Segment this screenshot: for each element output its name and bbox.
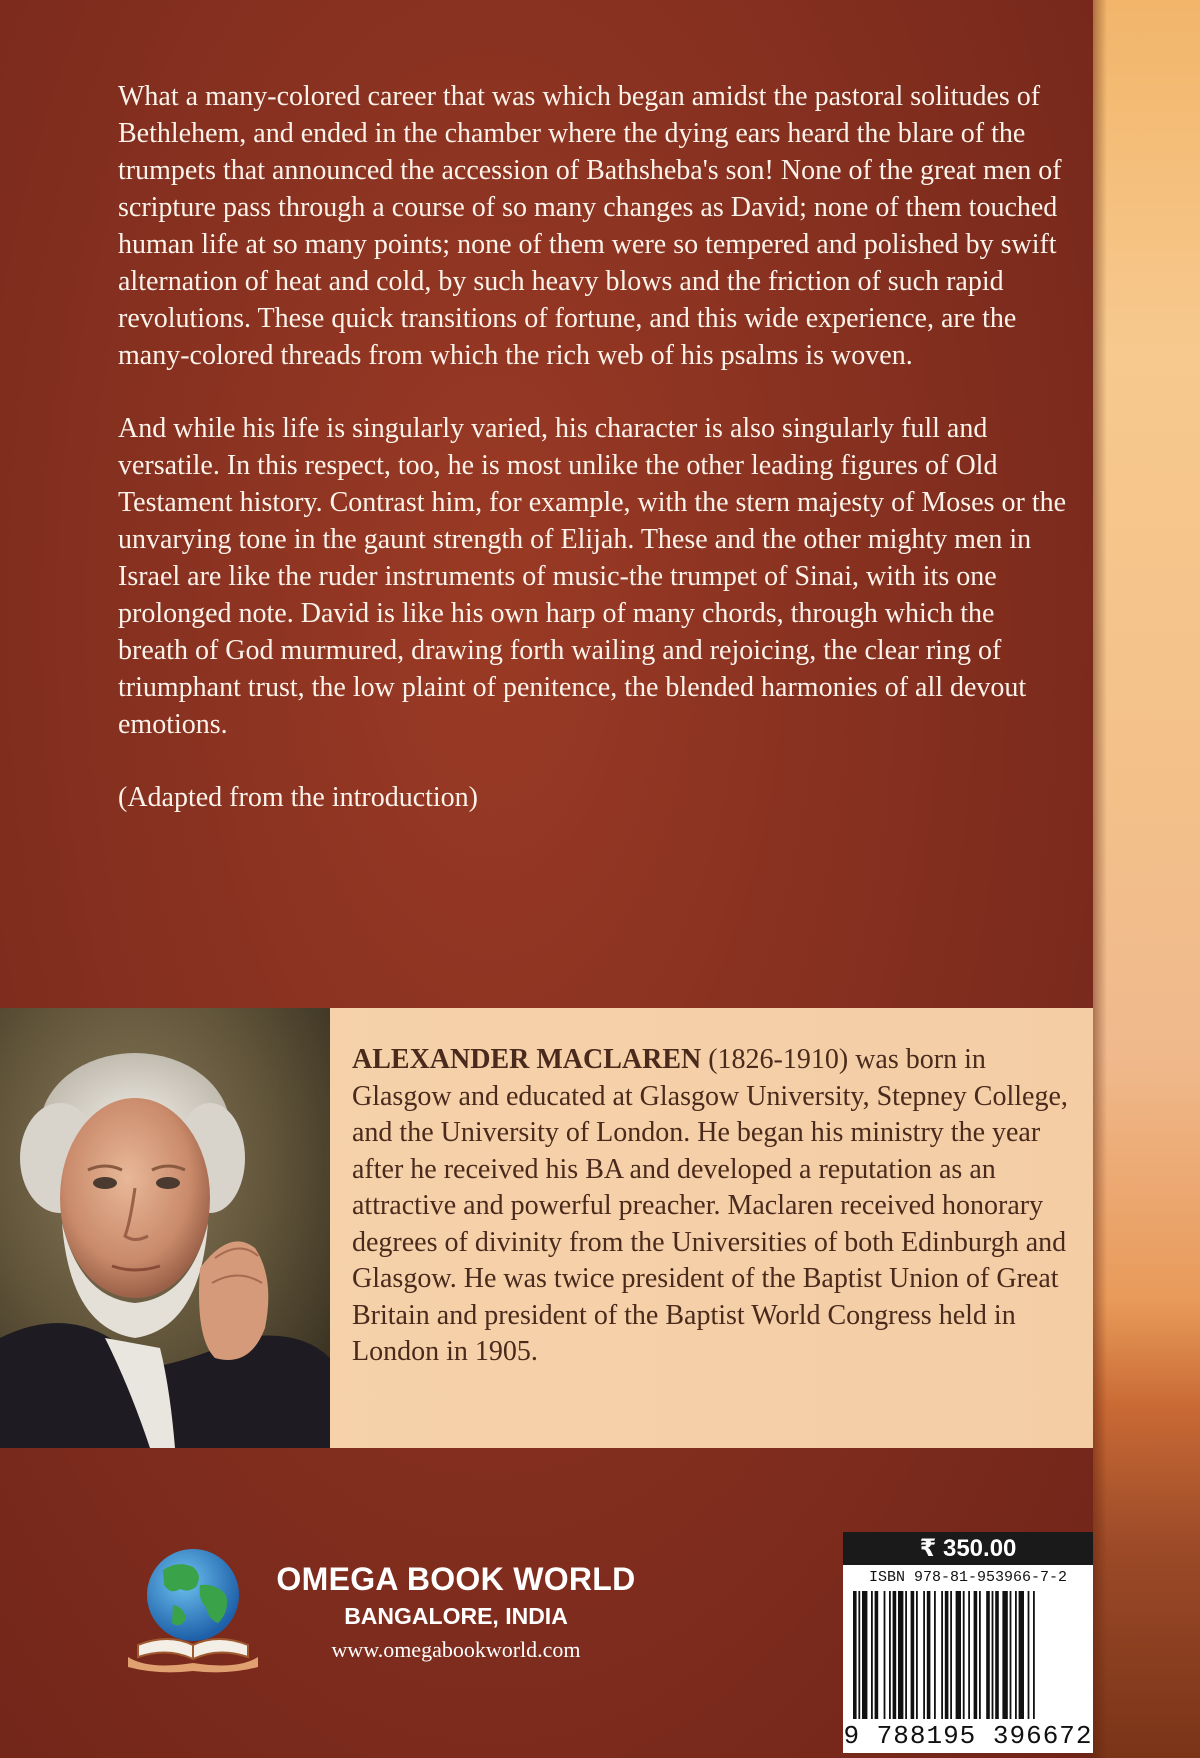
barcode-bar [862,1591,867,1719]
cover-blurb [118,78,1068,852]
barcode-bar [986,1591,990,1719]
barcode-bar [858,1591,860,1719]
author-portrait [0,1008,330,1448]
barcode-bar [963,1591,965,1719]
barcode-bar [1010,1591,1012,1719]
price-label: ₹ 350.00 [843,1532,1093,1565]
barcode-bar [968,1591,970,1719]
barcode-bar [884,1591,886,1719]
barcode-bar [950,1591,952,1719]
barcode-digits: 9 788195 396672 [843,1721,1093,1751]
publisher-block [118,1545,638,1675]
barcode-bar [956,1591,961,1719]
blurb-attribution: (Adapted from the introduction) [118,782,479,813]
barcode-bar [905,1591,907,1719]
barcode-bar [1028,1591,1030,1719]
barcode-bar [941,1591,943,1719]
isbn-label: ISBN 978-81-953966-7-2 [868,1569,1068,1586]
globe-book-logo-icon [118,1545,258,1675]
barcode-icon [853,1591,1083,1719]
barcode-bar [871,1591,873,1719]
blurb-paragraph-1: What a many-colored career that was which began amidst the pastoral solitudes of Bethlehem, and ended in the chamber where the dying ears heard the blare of the trumpets that announced the accession of Bathsheba's son! None of the great men of scripture pass through a course of so many changes as David; none of them touched human life at so many points; none of them were so tempered and polished by swift alternation of heat and cold, by such heavy blows and the friction of such rapid revolutions. These quick transitions of fortune, and this wide experience, are the many-colored threads from which the rich web of his psalms is woven. [118,81,1062,371]
barcode-bar [853,1591,857,1719]
barcode-bar [992,1591,994,1719]
spine-shadow [1093,0,1107,1758]
publisher-url: www.omegabookworld.com [331,1637,581,1662]
barcode-bar [945,1591,949,1719]
barcode-bar [893,1591,897,1719]
spine-strip [1093,0,1200,1758]
barcode-bar [1019,1591,1024,1719]
author-portrait-icon [0,1008,330,1448]
barcode-bar [916,1591,918,1719]
barcode-bar [875,1591,879,1719]
author-bio [352,1042,1082,1371]
barcode-bar [974,1591,978,1719]
barcode-bar [1002,1591,1007,1719]
barcode-bar [1033,1591,1035,1719]
publisher-name: OMEGA BOOK WORLD [276,1561,636,1597]
barcode-bar [934,1591,936,1719]
barcode-bar [979,1591,981,1719]
barcode-bar [889,1591,891,1719]
barcode-bar [898,1591,903,1719]
barcode-bar [911,1591,915,1719]
barcode-bar [995,1591,999,1719]
barcode-bar [927,1591,931,1719]
publisher-city: BANGALORE, INDIA [344,1603,568,1629]
author-bio-text: (1826-1910) was born in Glasgow and educated at Glasgow University, Stepney College, and the University of London. He began his ministry the year after he received his BA and developed a reputation as an attractive and powerful preacher. Maclaren received honorary degrees of divinity from the Universities of both Edinburgh and Glasgow. He was twice president of the Baptist Union of Great Britain and president of the Baptist World Congress held in London in 1905. [352,1044,1068,1367]
author-name: ALEXANDER MACLAREN [352,1044,702,1075]
barcode-bar [923,1591,925,1719]
blurb-paragraph-2: And while his life is singularly varied, his character is also singularly full and versatile. In this respect, too, he is most unlike the other leading figures of Old Testament history. Contrast him, for example, with the stern majesty of Moses or the unvarying tone in the gaunt strength of Elijah. These and the other mighty men in Israel are like the ruder instruments of music-the trumpet of Sinai, with its one prolonged note. David is like his own harp of many chords, through which the breath of God murmured, drawing forth wailing and rejoicing, the clear ring of triumphant trust, the low plaint of penitence, the blended harmonies of all devout emotions. [118,413,1067,740]
barcode-bar [1015,1591,1017,1719]
isbn-barcode [843,1565,1093,1753]
